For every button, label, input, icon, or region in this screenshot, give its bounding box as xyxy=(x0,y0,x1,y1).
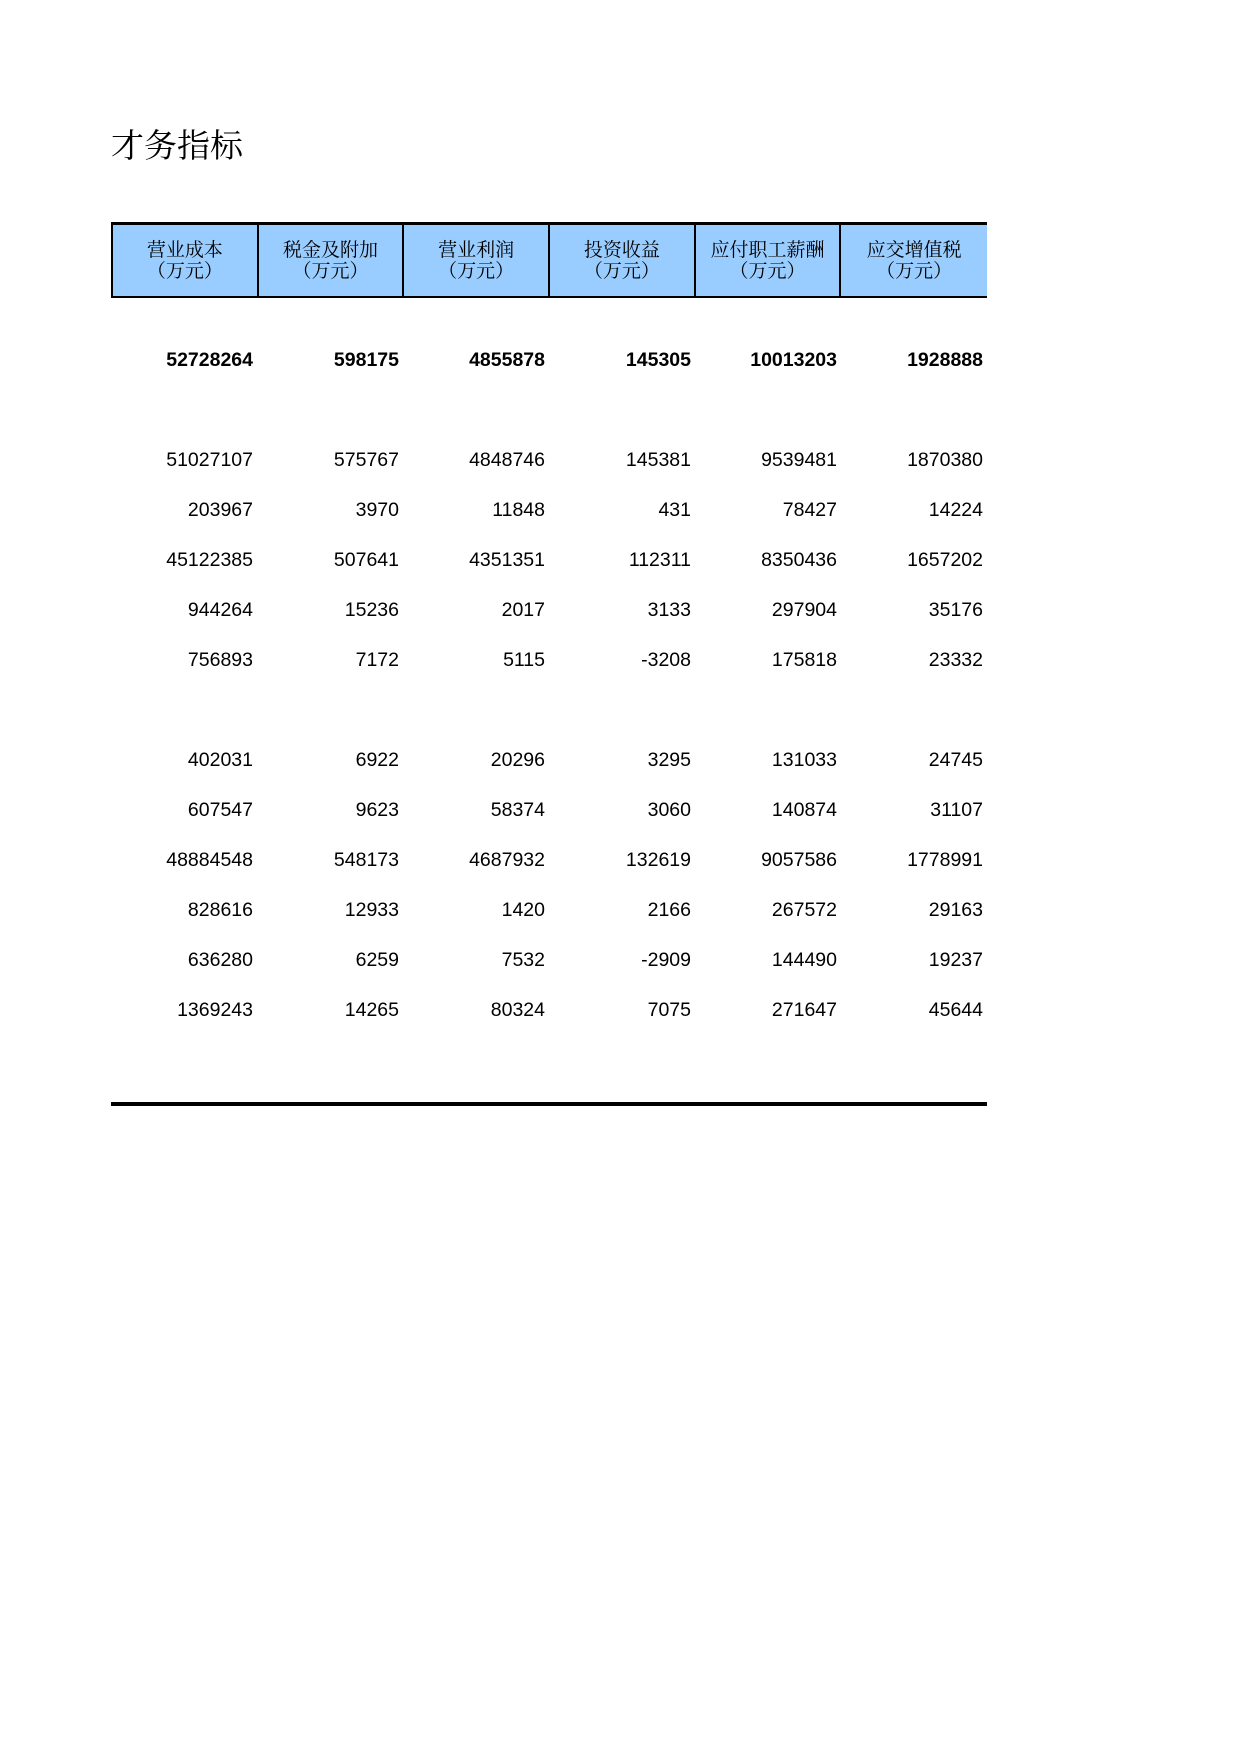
column-header-unit: （万元） xyxy=(876,260,953,282)
table-cell: 944264 xyxy=(187,599,253,621)
table-cell: 4855878 xyxy=(469,349,545,371)
table-cell: 1369243 xyxy=(177,999,253,1021)
column-header-operating-cost xyxy=(113,225,259,296)
table-cell: 5115 xyxy=(503,649,545,671)
table-cell: 267572 xyxy=(771,899,837,921)
table-cell: 132619 xyxy=(625,849,691,871)
table-cell: 29163 xyxy=(928,899,983,921)
table-cell: 12933 xyxy=(344,899,399,921)
page-title: 才务指标 xyxy=(111,126,243,165)
table-cell: 507641 xyxy=(333,549,399,571)
table-cell: 3060 xyxy=(647,799,691,821)
table-cell: 24745 xyxy=(928,749,983,771)
table-cell: 1928888 xyxy=(907,349,983,371)
table-cell: 7075 xyxy=(647,999,691,1021)
table-cell: 1870380 xyxy=(907,449,983,471)
column-header-investment-income xyxy=(550,225,696,296)
table-row xyxy=(111,995,987,1025)
column-header-payroll-payable xyxy=(696,225,842,296)
table-cell: 598175 xyxy=(333,349,399,371)
column-header-label: 投资收益 xyxy=(583,239,660,261)
table-cell: 48884548 xyxy=(166,849,253,871)
column-header-unit: （万元） xyxy=(292,260,369,282)
financial-table xyxy=(111,222,987,1021)
column-header-operating-profit xyxy=(404,225,550,296)
column-header-unit: （万元） xyxy=(583,260,660,282)
table-cell: 131033 xyxy=(771,749,837,771)
table-cell: 23332 xyxy=(928,649,983,671)
table-cell: 78427 xyxy=(782,499,837,521)
table-cell: 35176 xyxy=(928,599,983,621)
table-cell: 112311 xyxy=(628,549,691,571)
table-cell: 4848746 xyxy=(469,449,545,471)
table-cell: 9057586 xyxy=(761,849,837,871)
table-cell: 4351351 xyxy=(469,549,545,571)
table-cell: 4687932 xyxy=(469,849,545,871)
table-row xyxy=(111,495,987,525)
table-row xyxy=(111,595,987,625)
column-header-unit: （万元） xyxy=(438,260,515,282)
table-cell: 7172 xyxy=(355,649,399,671)
table-cell: 51027107 xyxy=(166,449,253,471)
table-cell: 575767 xyxy=(333,449,399,471)
table-cell: 2166 xyxy=(647,899,691,921)
table-cell: 6922 xyxy=(355,749,399,771)
table-row xyxy=(111,845,987,875)
table-cell: 14224 xyxy=(928,499,983,521)
table-cell: 607547 xyxy=(187,799,253,821)
table-row xyxy=(111,945,987,975)
table-cell: 45122385 xyxy=(166,549,253,571)
table-header-row xyxy=(111,222,987,298)
table-cell: 58374 xyxy=(490,799,545,821)
table-cell: 3133 xyxy=(647,599,691,621)
column-header-label: 应交增值税 xyxy=(866,239,962,261)
table-cell: 20296 xyxy=(490,749,545,771)
table-cell: -2909 xyxy=(641,949,691,971)
table-cell: 8350436 xyxy=(761,549,837,571)
table-cell: 175818 xyxy=(771,649,837,671)
table-cell: 7532 xyxy=(501,949,545,971)
table-cell: -3208 xyxy=(641,649,691,671)
table-row xyxy=(111,545,987,575)
table-cell: 19237 xyxy=(928,949,983,971)
table-cell: 9623 xyxy=(355,799,399,821)
table-cell: 11848 xyxy=(492,499,545,521)
table-row-total xyxy=(111,345,987,375)
column-header-unit: （万元） xyxy=(729,260,806,282)
table-cell: 45644 xyxy=(928,999,983,1021)
table-cell: 52728264 xyxy=(166,349,253,371)
table-cell: 548173 xyxy=(333,849,399,871)
table-cell: 636280 xyxy=(187,949,253,971)
table-cell: 431 xyxy=(658,499,691,521)
column-header-label: 应付职工薪酬 xyxy=(710,239,825,261)
column-header-vat-payable xyxy=(841,225,987,296)
table-row xyxy=(111,795,987,825)
table-cell: 3970 xyxy=(355,499,399,521)
table-row xyxy=(111,895,987,925)
table-cell: 402031 xyxy=(187,749,253,771)
table-row xyxy=(111,745,987,775)
table-row xyxy=(111,445,987,475)
table-cell: 297904 xyxy=(771,599,837,621)
table-cell: 9539481 xyxy=(761,449,837,471)
column-header-label: 税金及附加 xyxy=(283,239,379,261)
table-cell: 1778991 xyxy=(907,849,983,871)
table-cell: 3295 xyxy=(647,749,691,771)
column-header-unit: （万元） xyxy=(146,260,223,282)
column-header-label: 营业成本 xyxy=(146,239,223,261)
table-bottom-rule xyxy=(111,1102,987,1106)
table-cell: 31107 xyxy=(930,799,983,821)
table-cell: 828616 xyxy=(187,899,253,921)
table-cell: 80324 xyxy=(490,999,545,1021)
table-cell: 144490 xyxy=(771,949,837,971)
table-cell: 1657202 xyxy=(907,549,983,571)
table-cell: 145305 xyxy=(625,349,691,371)
table-cell: 271647 xyxy=(771,999,837,1021)
table-cell: 6259 xyxy=(355,949,399,971)
table-cell: 145381 xyxy=(625,449,691,471)
column-header-label: 营业利润 xyxy=(438,239,515,261)
table-row xyxy=(111,645,987,675)
table-cell: 203967 xyxy=(187,499,253,521)
table-cell: 10013203 xyxy=(750,349,837,371)
table-cell: 2017 xyxy=(501,599,545,621)
table-cell: 140874 xyxy=(771,799,837,821)
table-cell: 1420 xyxy=(501,899,545,921)
table-cell: 15236 xyxy=(344,599,399,621)
column-header-taxes-surcharges xyxy=(259,225,405,296)
table-cell: 14265 xyxy=(344,999,399,1021)
table-cell: 756893 xyxy=(187,649,253,671)
